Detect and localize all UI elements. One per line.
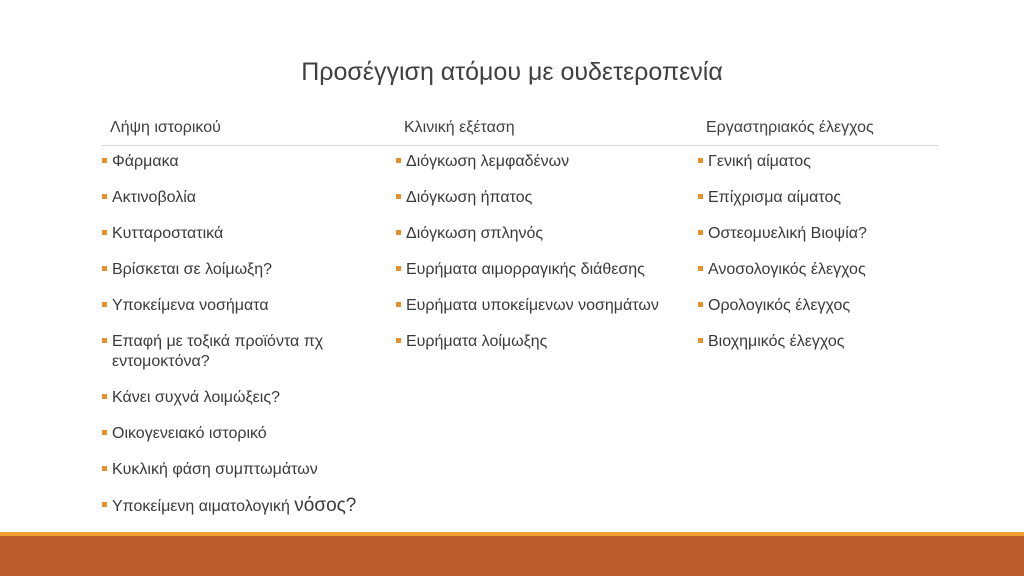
list-item: Διόγκωση ήπατος — [396, 188, 698, 208]
bullet-icon — [102, 194, 107, 199]
bullet-icon — [102, 394, 107, 399]
bullet-icon — [396, 194, 401, 199]
bullet-icon — [102, 502, 107, 507]
list-item: Κάνει συχνά λοιμώξεις? — [102, 388, 392, 408]
bullet-icon — [698, 194, 703, 199]
bullet-icon — [698, 230, 703, 235]
bullet-icon — [102, 430, 107, 435]
bullet-icon — [396, 266, 401, 271]
list-item: Γενική αίματος — [698, 152, 938, 172]
bullet-icon — [396, 158, 401, 163]
list-item: Διόγκωση λεμφαδένων — [396, 152, 698, 172]
column-heading-exam: Κλινική εξέταση — [404, 119, 515, 136]
bullet-icon — [396, 230, 401, 235]
footer-bar — [0, 536, 1024, 576]
list-item: Ευρήματα υποκείμενων νοσημάτων — [396, 296, 698, 316]
bullet-icon — [102, 338, 107, 343]
list-item: Διόγκωση σπληνός — [396, 224, 698, 244]
list-item: Κυκλική φάση συμπτωμάτων — [102, 460, 392, 480]
list-item: Ευρήματα αιμορραγικής διάθεσης — [396, 260, 698, 280]
lab-list — [698, 152, 938, 368]
bullet-icon — [396, 302, 401, 307]
list-item: Φάρμακα — [102, 152, 392, 172]
bullet-icon — [102, 158, 107, 163]
bullet-icon — [396, 338, 401, 343]
list-item: Ορολογικός έλεγχος — [698, 296, 938, 316]
bullet-icon — [698, 266, 703, 271]
list-item: Ακτινοβολία — [102, 188, 392, 208]
list-item: Υποκείμενα νοσήματα — [102, 296, 392, 316]
column-lab — [698, 116, 938, 350]
bullet-icon — [102, 466, 107, 471]
list-item: Υποκείμενη αιματολογική νόσος? — [102, 496, 392, 517]
header-divider — [102, 145, 938, 146]
column-history — [102, 116, 392, 516]
column-heading-history: Λήψη ιστορικού — [110, 119, 221, 136]
list-item: Επίχρισμα αίματος — [698, 188, 938, 208]
list-item: Ανοσολογικός έλεγχος — [698, 260, 938, 280]
column-heading-lab: Εργαστηριακός έλεγχος — [706, 119, 874, 136]
bullet-icon — [698, 302, 703, 307]
list-item: Κυτταροστατικά — [102, 224, 392, 244]
bullet-icon — [102, 302, 107, 307]
column-exam — [396, 116, 698, 350]
history-list — [102, 152, 392, 533]
list-item: Επαφή με τοξικά προϊόντα πχ εντομοκτόνα? — [102, 332, 392, 372]
exam-list — [396, 152, 698, 368]
bullet-icon — [102, 230, 107, 235]
list-item: Οικογενειακό ιστορικό — [102, 424, 392, 444]
bullet-icon — [698, 158, 703, 163]
list-item: Οστεομυελική Βιοψία? — [698, 224, 938, 244]
list-item: Ευρήματα λοίμωξης — [396, 332, 698, 352]
slide-title: Προσέγγιση ατόμου με ουδετεροπενία — [301, 58, 723, 86]
bullet-icon — [698, 338, 703, 343]
list-item: Βρίσκεται σε λοίμωξη? — [102, 260, 392, 280]
list-item: Βιοχημικός έλεγχος — [698, 332, 938, 352]
bullet-icon — [102, 266, 107, 271]
